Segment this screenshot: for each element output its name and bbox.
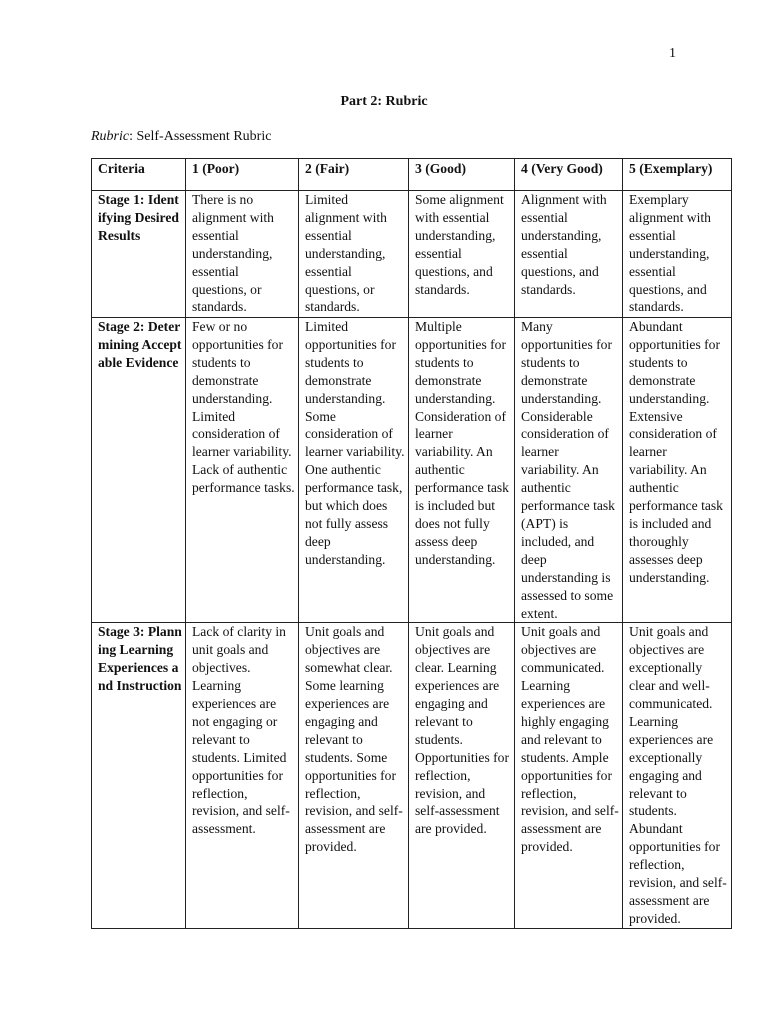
rating-cell: There is no alignment with essential understanding, essential questions, or standards. (186, 191, 299, 318)
caption-label: Rubric (91, 129, 130, 144)
rating-cell: Few or no opportunities for students to demonstrate understanding. Limited consideration of learner variability. Lack of authentic performance tasks. (186, 318, 299, 623)
table-row (92, 623, 732, 928)
rating-cell: Limited opportunities for students to demonstrate understanding. Some consideration of learner variability. One authentic performance task, but which does not fully assess deep understanding. (299, 318, 409, 623)
rating-cell: Some alignment with essential understanding, essential questions, and standards. (409, 191, 515, 318)
header-poor: 1 (Poor) (186, 159, 299, 191)
criteria-cell: Stage 1: Identifying Desired Results (92, 191, 186, 318)
header-exemplary: 5 (Exemplary) (623, 159, 732, 191)
criteria-cell: Stage 2: Determining Acceptable Evidence (92, 318, 186, 623)
caption-text: : Self-Assessment Rubric (129, 129, 272, 144)
rating-cell: Many opportunities for students to demonstrate understanding. Considerable consideration of learner variability. An authentic performance task (APT) is included, and deep understanding is assessed to some extent. (515, 318, 623, 623)
rubric-table (91, 158, 732, 929)
table-row (92, 191, 732, 318)
header-good: 3 (Good) (409, 159, 515, 191)
rating-cell: Limited alignment with essential understanding, essential questions, or standards. (299, 191, 409, 318)
page-number: 1 (669, 46, 676, 61)
rating-cell: Lack of clarity in unit goals and objectives. Learning experiences are not engaging or relevant to students. Limited opportunities for reflection, revision, and self-assessment. (186, 623, 299, 928)
rating-cell: Unit goals and objectives are communicated. Learning experiences are highly engaging and relevant to students. Ample opportunities for reflection, revision, and self-assessment are provided. (515, 623, 623, 928)
rating-cell: Unit goals and objectives are exceptionally clear and well-communicated. Learning experiences are exceptionally engaging and relevant to students. Abundant opportunities for reflection, revision, and self-assessment are provided. (623, 623, 732, 928)
table-header-row (92, 159, 732, 191)
table-row (92, 318, 732, 623)
criteria-cell: Stage 3: Planning Learning Experiences and Instruction (92, 623, 186, 928)
rating-cell: Multiple opportunities for students to demonstrate understanding. Consideration of learner variability. An authentic performance task is included but does not fully assess deep understanding. (409, 318, 515, 623)
header-very-good: 4 (Very Good) (515, 159, 623, 191)
rating-cell: Alignment with essential understanding, essential questions, and standards. (515, 191, 623, 318)
rating-cell: Unit goals and objectives are clear. Learning experiences are engaging and relevant to students. Opportunities for reflection, revision, and self-assessment are provided. (409, 623, 515, 928)
table-caption (91, 129, 271, 145)
header-criteria: Criteria (92, 159, 186, 191)
rating-cell: Unit goals and objectives are somewhat clear. Some learning experiences are engaging and relevant to students. Some opportunities for reflection, revision, and self-assessment are provided. (299, 623, 409, 928)
header-fair: 2 (Fair) (299, 159, 409, 191)
page-heading: Part 2: Rubric (340, 94, 428, 109)
rating-cell: Abundant opportunities for students to demonstrate understanding. Extensive consideration of learner variability. An authentic performance task is included and thoroughly assesses deep understanding. (623, 318, 732, 623)
rating-cell: Exemplary alignment with essential understanding, essential questions, and standards. (623, 191, 732, 318)
